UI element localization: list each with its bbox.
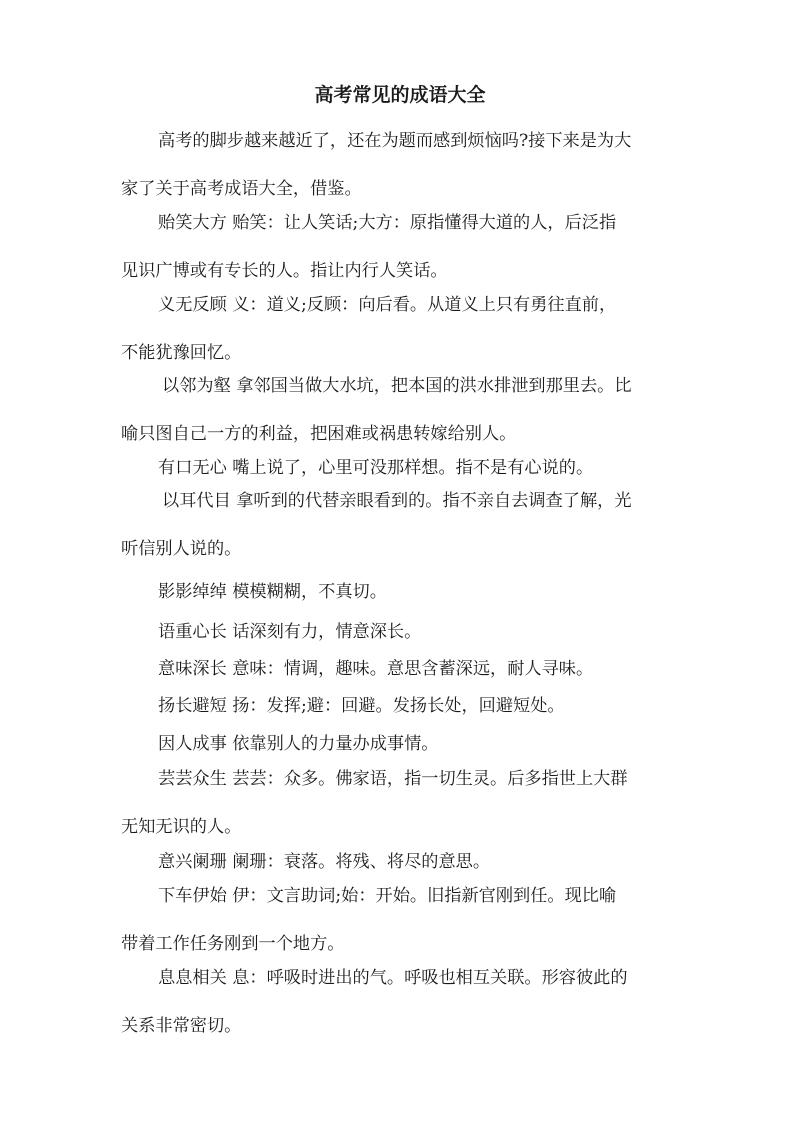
text-line: 不能犹豫回忆。	[121, 343, 242, 363]
text-line: 意味深长 意味：情调，趣味。意思含蓄深远，耐人寻味。	[158, 659, 594, 679]
text-line: 下车伊始 伊：文言助词;始：开始。旧指新官刚到任。现比喻	[158, 886, 617, 906]
text-line: 以耳代目 拿听到的代替亲眼看到的。指不亲自去调查了解，光	[162, 491, 632, 511]
text-line: 无知无识的人。	[121, 817, 242, 837]
text-line: 以邻为壑 拿邻国当做大水坑，把本国的洪水排泄到那里去。比	[162, 376, 632, 396]
text-line: 影影绰绰 模模糊糊，不真切。	[158, 582, 387, 602]
text-line: 家了关于高考成语大全，借鉴。	[121, 179, 362, 199]
text-line: 息息相关 息：呼吸时进出的气。呼吸也相互关联。形容彼此的	[158, 968, 628, 988]
text-line: 听信别人说的。	[121, 539, 242, 559]
text-line: 见识广博或有专长的人。指让内行人笑话。	[121, 261, 448, 281]
text-line: 关系非常密切。	[121, 1016, 242, 1036]
text-line: 高考的脚步越来越近了，还在为题而感到烦恼吗?接下来是为大	[158, 131, 632, 151]
text-line: 义无反顾 义：道义;反顾：向后看。从道义上只有勇往直前，	[158, 295, 617, 315]
text-line: 带着工作任务刚到一个地方。	[121, 934, 345, 954]
text-line: 扬长避短 扬：发挥;避：回避。发扬长处，回避短处。	[158, 696, 565, 716]
text-line: 因人成事 依靠别人的力量办成事情。	[158, 734, 439, 754]
text-line: 意兴阑珊 阑珊：衰落。将残、将尽的意思。	[158, 852, 491, 872]
text-line: 贻笑大方 贻笑：让人笑话;大方：原指懂得大道的人，后泛指	[158, 213, 617, 233]
text-line: 有口无心 嘴上说了，心里可没那样想。指不是有心说的。	[158, 458, 594, 478]
document-title: 高考常见的成语大全	[314, 84, 486, 106]
text-line: 喻只图自己一方的利益，把困难或祸患转嫁给别人。	[121, 424, 517, 444]
text-line: 语重心长 话深刻有力，情意深长。	[158, 622, 422, 642]
text-line: 芸芸众生 芸芸：众多。佛家语，指一切生灵。后多指世上大群	[158, 769, 628, 789]
